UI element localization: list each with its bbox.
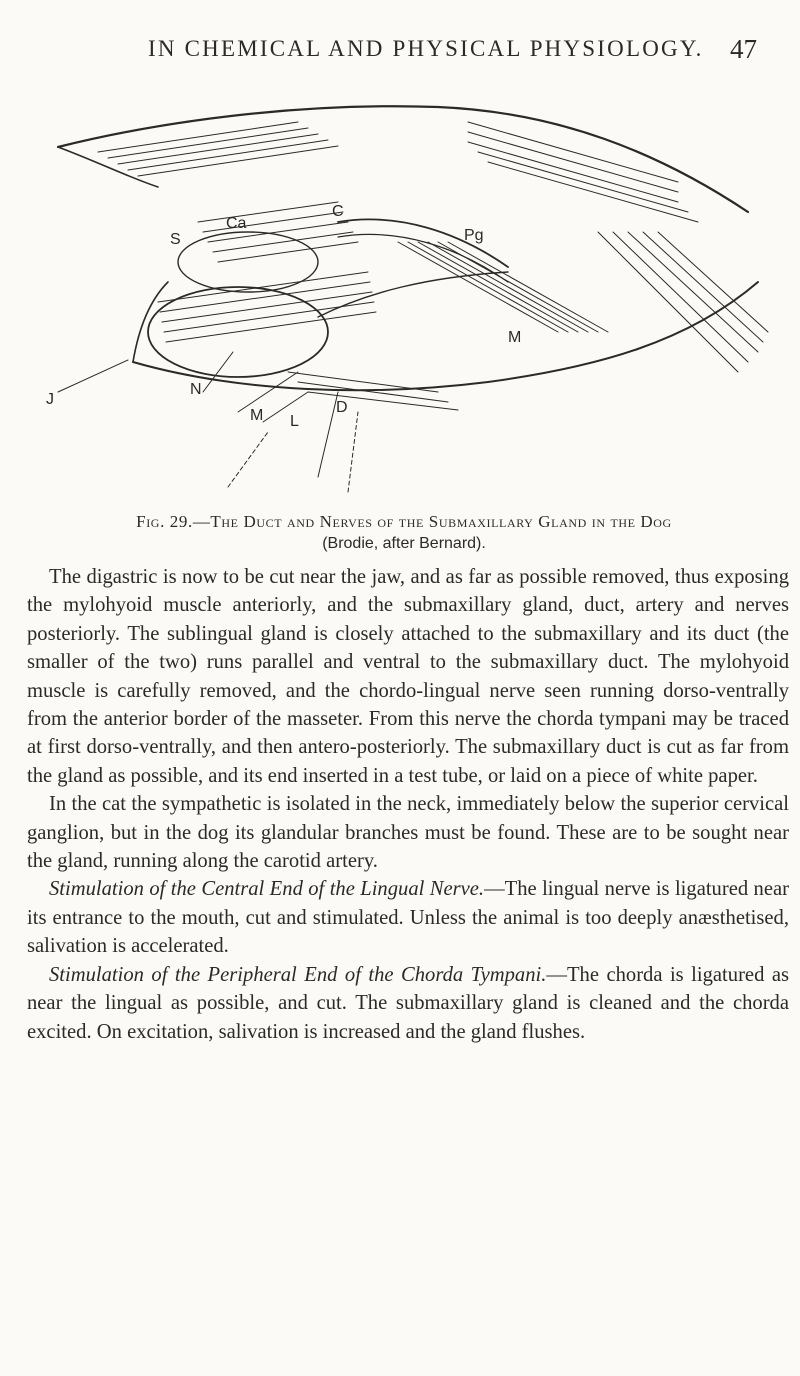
label-m: M: [508, 329, 522, 346]
caption-credit: (Brodie, after Bernard).: [322, 535, 486, 552]
engraving-illustration: [38, 92, 778, 512]
caption-title-line: [24, 511, 784, 533]
caption-number: Fig. 29.: [136, 512, 193, 531]
caption-title: —The Duct and Nerves of the Submaxillary Gland in the Dog: [192, 512, 672, 531]
text-chorda-tympani: —The chorda is ligatured as near the lingual as possible, and cut. The submaxillary gland is cleaned and the chorda excited. On excitation, salivation is increased and the gland flushes.: [27, 963, 789, 1043]
page-number: 47: [730, 34, 757, 64]
paragraph-lingual-nerve: [27, 875, 789, 960]
label-c: C: [332, 203, 344, 220]
heading-chorda-tympani: Stimulation of the Peripheral End of the Chorda Tympani.: [49, 963, 547, 986]
paragraph-sympathetic: In the cat the sympathetic is isolated in the neck, immediately below the superior cervical ganglion, but in the dog its glandular branches must be found. These are to be sought near the gland, running along the carotid artery.: [27, 793, 789, 873]
figure-caption: [24, 511, 784, 555]
paragraph-digastric: The digastric is now to be cut near the jaw, and as far as possible removed, thus exposing the mylohyoid muscle anteriorly, and the submaxillary gland, duct, artery and nerves posteriorly. The sublingual gland is closely attached to the submaxillary and its duct (the smaller of the two) runs parallel and ventral to the submaxillary duct. The mylohyoid muscle is carefully removed, and the chordo-lingual nerve seen running dorso-ventrally from the anterior border of the masseter. From this nerve the chorda tympani may be traced at first dorso-ventrally, and then antero-posteriorly. The submaxillary duct is cut as far from the gland as possible, and its end inserted in a test tube, or laid on a piece of white paper.: [27, 566, 789, 787]
label-s: S: [170, 231, 181, 248]
figure-dog-head-dissection: [38, 92, 778, 512]
label-pg: Pg: [464, 227, 484, 244]
body-text: [27, 563, 789, 1046]
running-header: [0, 36, 800, 76]
running-title: IN CHEMICAL AND PHYSICAL PHYSIOLOGY.: [148, 36, 704, 61]
label-d: D: [336, 399, 348, 416]
label-ca: Ca: [226, 215, 247, 232]
heading-lingual-nerve: Stimulation of the Central End of the Lingual Nerve.: [49, 878, 485, 901]
label-m-lower: M: [250, 407, 264, 424]
label-n: N: [190, 381, 202, 398]
label-l: L: [290, 413, 299, 430]
text-lingual-nerve: —The lingual nerve is ligatured near its entrance to the mouth, cut and stimulated. Unless the animal is too deeply anæsthetised, salivation is accelerated.: [27, 878, 789, 958]
label-j: J: [46, 391, 54, 408]
paragraph-chorda-tympani: [27, 961, 789, 1046]
